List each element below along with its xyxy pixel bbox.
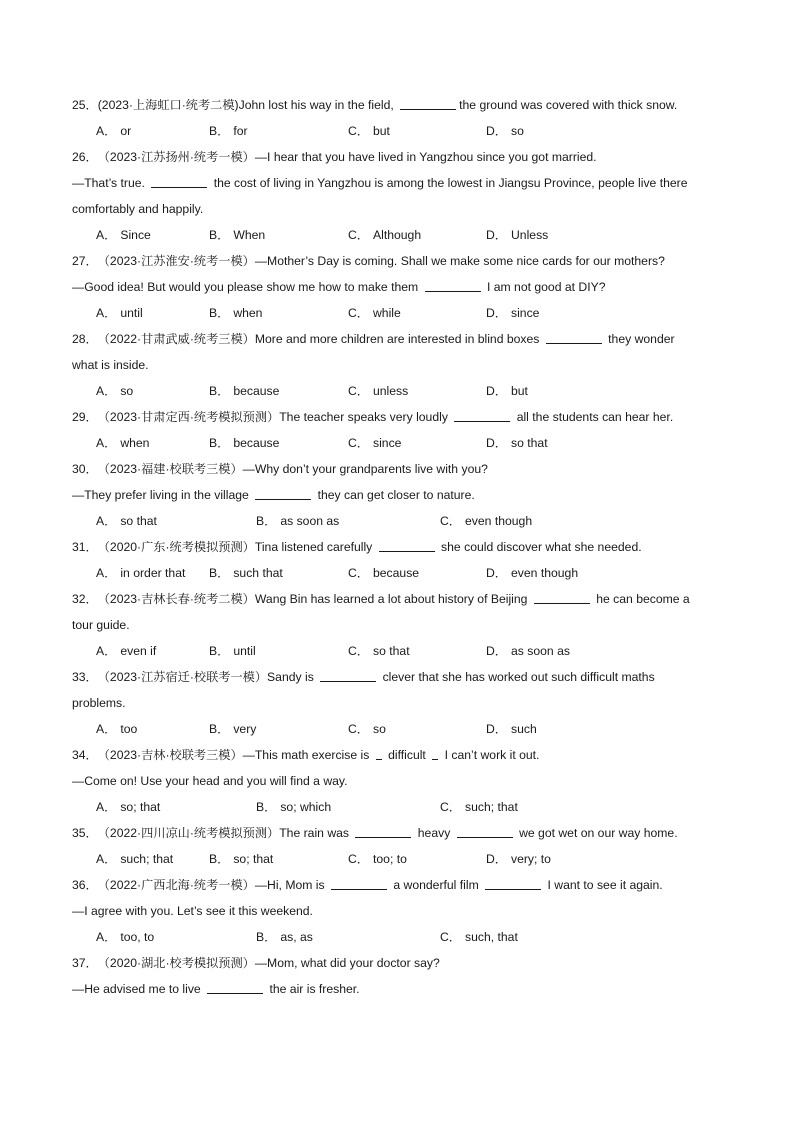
question-text: heavy [414,826,454,840]
option-text: since [373,436,402,450]
answer-option[interactable] [486,846,551,872]
answer-option[interactable] [348,716,386,742]
option-row [72,300,728,326]
option-text: but [373,124,390,138]
question-text: The rain was [279,826,353,840]
answer-blank[interactable] [151,175,207,188]
question-source: （2020·湖北·校考模拟预测） [97,956,255,970]
answer-blank[interactable] [331,877,387,890]
question-source: （2023·江苏淮安·统考一模） [97,254,255,268]
question-number: 28． [72,332,98,346]
option-text: as soon as [511,644,570,658]
option-text: such [511,722,537,736]
answer-option[interactable] [486,222,548,248]
option-label: C． [348,566,369,580]
answer-option[interactable] [486,300,539,326]
answer-option[interactable] [209,222,265,248]
question-number: 34． [72,748,98,762]
answer-blank[interactable] [432,747,438,760]
question-text: —Hi, Mom is [254,878,328,892]
option-text: while [373,306,401,320]
question-item [72,326,728,404]
question-text: I can’t work it out. [441,748,540,762]
option-label: B． [209,124,230,138]
option-row [72,846,728,872]
option-label: A． [96,384,117,398]
option-label: A． [96,722,117,736]
answer-option[interactable] [209,118,248,144]
question-number: 37． [72,956,98,970]
answer-option[interactable] [96,560,185,586]
answer-option[interactable] [96,430,149,456]
option-text: too, to [120,930,155,944]
option-label: A． [96,930,117,944]
option-label: A． [96,514,117,528]
question-item [72,820,728,872]
question-text: tour guide. [72,618,130,632]
option-text: until [120,306,143,320]
option-label: B． [209,644,230,658]
answer-option[interactable] [209,560,283,586]
option-label: C． [440,514,461,528]
answer-option[interactable] [486,430,548,456]
option-text: so that [120,514,157,528]
question-number: 25． [72,98,98,112]
option-row [72,716,728,742]
question-text: a wonderful film [389,878,483,892]
answer-option[interactable] [96,300,143,326]
option-text: When [233,228,266,242]
option-label: A． [96,800,117,814]
option-label: B． [209,228,230,242]
question-text: clever that she has worked out such difficult maths [379,670,655,684]
option-label: C． [348,644,369,658]
option-label: D． [486,852,507,866]
question-source: （2023·甘肃定西·统考模拟预测） [97,410,280,424]
option-label: D． [486,644,507,658]
question-text: More and more children are interested in blind boxes [254,332,543,346]
question-number: 33． [72,670,98,684]
option-text: Although [373,228,422,242]
answer-blank[interactable] [485,877,541,890]
question-line [72,482,728,508]
question-text: problems. [72,696,126,710]
option-label: C． [348,722,369,736]
question-sheet [72,92,728,1002]
option-label: D． [486,228,507,242]
answer-blank[interactable] [454,409,510,422]
answer-option[interactable] [348,378,408,404]
option-label: B． [209,722,230,736]
question-text: they wonder [604,332,675,346]
option-label: C． [348,306,369,320]
question-text: what is inside. [72,358,149,372]
option-row [72,118,728,144]
question-number: 30． [72,462,98,476]
question-line [72,768,728,794]
answer-option[interactable] [348,118,390,144]
question-line [72,872,728,898]
question-line [72,404,728,430]
question-text: —I agree with you. Let’s see it this weekend. [72,904,313,918]
question-text: John lost his way in the field, [238,98,398,112]
option-text: because [373,566,420,580]
option-label: C． [348,124,369,138]
option-text: unless [373,384,409,398]
answer-option[interactable] [209,378,279,404]
option-label: C． [348,384,369,398]
answer-option[interactable] [256,508,339,534]
question-number: 35． [72,826,98,840]
question-text: —Good idea! But would you please show me how to make them [72,280,422,294]
question-line [72,742,728,768]
question-item [72,456,728,534]
question-line [72,92,728,118]
answer-blank[interactable] [320,669,376,682]
question-item [72,534,728,586]
option-text: when [233,306,263,320]
question-text: we got wet on our way home. [515,826,678,840]
question-text: all the students can hear her. [513,410,674,424]
option-label: D． [486,384,507,398]
answer-blank[interactable] [457,825,513,838]
answer-option[interactable] [96,638,156,664]
question-number: 31． [72,540,98,554]
question-text: the cost of living in Yangzhou is among the lowest in Jiangsu Province, people live there [210,176,688,190]
question-line [72,274,728,300]
question-number: 26． [72,150,98,164]
option-row [72,560,728,586]
question-text: —Mother’s Day is coming. Shall we make some nice cards for our mothers? [254,254,665,268]
answer-option[interactable] [440,924,518,950]
answer-blank[interactable] [534,591,590,604]
question-text: —He advised me to live [72,982,205,996]
option-text: in order that [120,566,186,580]
question-source: （2023·吉林长春·统考二模） [97,592,255,606]
answer-option[interactable] [256,794,331,820]
question-line [72,534,728,560]
answer-option[interactable] [209,300,262,326]
question-text: they can get closer to nature. [314,488,475,502]
question-text: I want to see it again. [544,878,663,892]
option-text: Since [120,228,151,242]
answer-blank[interactable] [255,487,311,500]
option-text: so [511,124,524,138]
option-label: B． [209,384,230,398]
answer-option[interactable] [486,378,528,404]
question-source: （2023·江苏扬州·统考一模） [97,150,255,164]
answer-option[interactable] [96,222,151,248]
option-text: such; that [120,852,174,866]
question-text: Sandy is [267,670,318,684]
answer-option[interactable] [348,846,407,872]
answer-option[interactable] [440,794,518,820]
option-label: B． [209,852,230,866]
question-source: （2022·广西北海·统考一模） [97,878,255,892]
question-number: 27． [72,254,98,268]
option-text: such, that [465,930,518,944]
answer-option[interactable] [96,378,133,404]
option-label: A． [96,852,117,866]
answer-option[interactable] [96,508,157,534]
option-label: B． [256,800,277,814]
option-text: even if [120,644,157,658]
option-row [72,378,728,404]
question-item [72,404,728,456]
question-text: —They prefer living in the village [72,488,253,502]
question-text: —Mom, what did your doctor say? [254,956,440,970]
question-text: —That’s true. [72,176,149,190]
question-source: （2022·甘肃武威·统考三模） [97,332,255,346]
question-line [72,456,728,482]
question-line [72,352,728,378]
option-text: since [511,306,540,320]
question-item [72,144,728,248]
question-text: The teacher speaks very loudly [279,410,452,424]
question-source: （2022·四川凉山·统考模拟预测） [97,826,280,840]
option-text: so; which [280,800,332,814]
option-text: even though [465,514,533,528]
question-text: —Why don’t your grandparents live with you? [242,462,488,476]
question-line [72,664,728,690]
question-line [72,950,728,976]
option-row [72,508,728,534]
answer-option[interactable] [96,794,160,820]
option-row [72,222,728,248]
question-text: comfortably and happily. [72,202,204,216]
answer-option[interactable] [486,560,578,586]
answer-blank[interactable] [207,981,263,994]
option-label: B． [256,514,277,528]
question-line [72,690,728,716]
question-line [72,170,728,196]
question-text: the ground was covered with thick snow. [459,98,678,112]
option-label: B． [256,930,277,944]
question-number: 29． [72,410,98,424]
option-text: so; that [233,852,274,866]
answer-option[interactable] [209,430,279,456]
option-label: D． [486,124,507,138]
question-line [72,898,728,924]
option-text: so [120,384,134,398]
option-text: as, as [280,930,313,944]
question-line [72,976,728,1002]
option-text: for [233,124,248,138]
question-item [72,92,728,144]
question-line [72,586,728,612]
option-label: B． [209,566,230,580]
option-label: B． [209,436,230,450]
answer-option[interactable] [209,846,273,872]
option-label: D． [486,722,507,736]
question-line [72,144,728,170]
option-label: A． [96,228,117,242]
question-line [72,820,728,846]
question-item [72,586,728,664]
question-source: (2023·上海虹口·统考二模) [97,98,239,112]
question-line [72,326,728,352]
answer-option[interactable] [96,118,131,144]
option-label: C． [348,228,369,242]
answer-option[interactable] [348,430,401,456]
option-text: such; that [465,800,518,814]
option-label: C． [440,800,461,814]
option-label: D． [486,436,507,450]
answer-option[interactable] [486,638,570,664]
answer-blank[interactable] [400,97,456,110]
option-label: A． [96,306,117,320]
answer-option[interactable] [348,300,401,326]
answer-blank[interactable] [425,279,481,292]
question-line [72,248,728,274]
question-text: he can become a [592,592,690,606]
answer-blank[interactable] [376,747,382,760]
answer-blank[interactable] [546,331,602,344]
option-text: so that [373,644,410,658]
option-text: when [120,436,150,450]
answer-option[interactable] [348,222,421,248]
option-label: A． [96,644,117,658]
option-label: D． [486,566,507,580]
question-number: 32． [72,592,98,606]
question-text: I am not good at DIY? [483,280,606,294]
question-item [72,872,728,950]
option-text: so; that [120,800,161,814]
answer-option[interactable] [96,716,137,742]
option-label: A． [96,124,117,138]
option-label: A． [96,436,117,450]
answer-option[interactable] [209,716,256,742]
option-label: C． [348,436,369,450]
option-text: until [233,644,256,658]
answer-option[interactable] [256,924,313,950]
answer-option[interactable] [96,924,154,950]
option-label: C． [440,930,461,944]
question-text: —This math exercise is [242,748,373,762]
question-text: —I hear that you have lived in Yangzhou since you got married. [254,150,597,164]
answer-option[interactable] [486,118,524,144]
option-text: as soon as [280,514,340,528]
option-text: so [373,722,386,736]
option-text: too [120,722,138,736]
option-label: D． [486,306,507,320]
option-text: too; to [373,852,407,866]
answer-option[interactable] [348,560,419,586]
option-row [72,794,728,820]
option-text: because [233,384,280,398]
option-text: even though [511,566,579,580]
question-source: （2023·江苏宿迁·校联考一模） [97,670,268,684]
answer-option[interactable] [348,638,410,664]
question-line [72,612,728,638]
question-item [72,248,728,326]
option-row [72,430,728,456]
answer-option[interactable] [440,508,532,534]
option-text: but [511,384,528,398]
question-item [72,950,728,1002]
option-label: B． [209,306,230,320]
answer-option[interactable] [96,846,173,872]
question-item [72,664,728,742]
option-text: very [233,722,257,736]
answer-option[interactable] [486,716,537,742]
question-text: difficult [384,748,430,762]
question-text: the air is fresher. [266,982,360,996]
question-line [72,196,728,222]
option-label: C． [348,852,369,866]
option-text: such that [233,566,283,580]
question-item [72,742,728,820]
question-text: Wang Bin has learned a lot about history of Beijing [254,592,531,606]
question-text: she could discover what she needed. [437,540,642,554]
option-row [72,924,728,950]
option-text: Unless [511,228,549,242]
question-text: —Come on! Use your head and you will find a way. [72,774,348,788]
question-source: （2020·广东·统考模拟预测） [97,540,255,554]
answer-blank[interactable] [355,825,411,838]
question-number: 36． [72,878,98,892]
answer-blank[interactable] [379,539,435,552]
option-row [72,638,728,664]
question-source: （2023·福建·校联考三模） [97,462,243,476]
option-label: A． [96,566,117,580]
answer-option[interactable] [209,638,256,664]
option-text: so that [511,436,548,450]
option-text: or [120,124,132,138]
option-text: because [233,436,280,450]
option-text: very; to [511,852,551,866]
question-text: Tina listened carefully [254,540,376,554]
question-source: （2023·吉林·校联考三模） [97,748,243,762]
